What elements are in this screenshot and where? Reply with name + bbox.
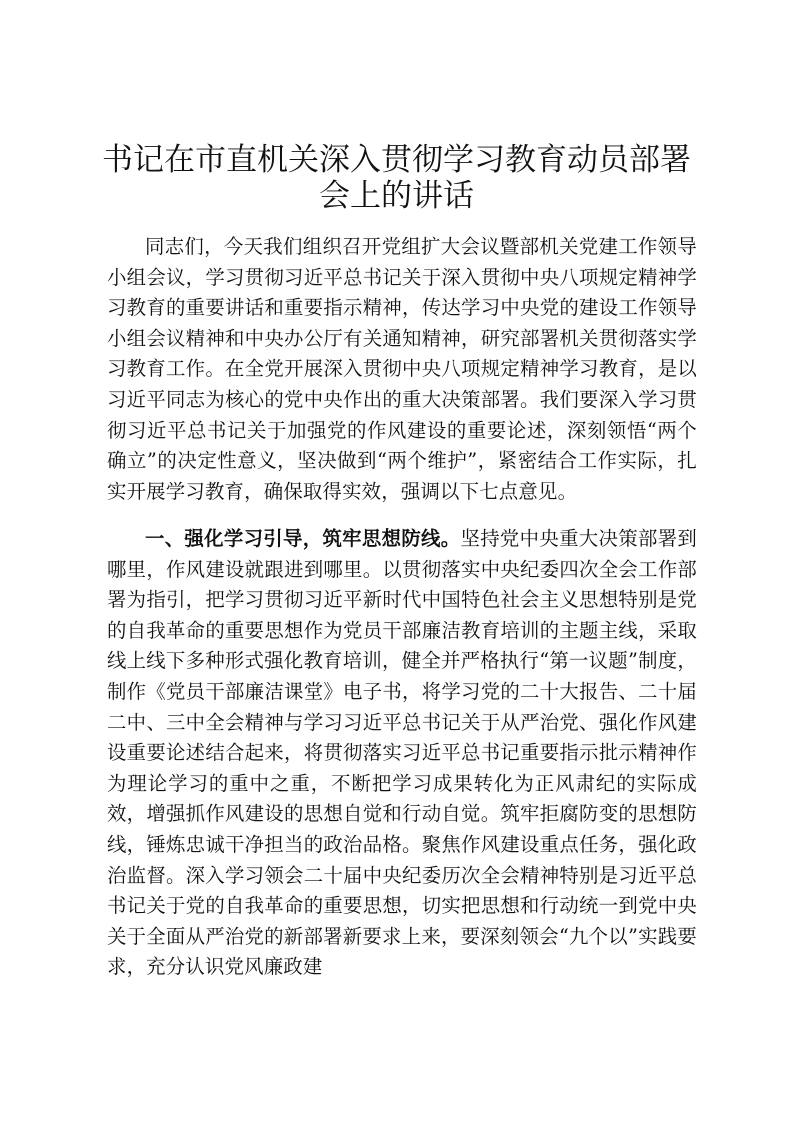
section-one-heading: 一、强化学习引导，筑牢思想防线。: [145, 527, 461, 550]
paragraph-section-one: [107, 524, 697, 983]
section-one-body: 坚持党中央重大决策部署到哪里，作风建设就跟进到哪里。以贯彻落实中央纪委四次全会工作部署为指引，把学习贯彻习近平新时代中国特色社会主义思想特别是党的自我革命的重要思想作为党员干部廉洁教育培训的主题主线，采取线上线下多种形式强化教育培训，健全并严格执行“第一议题”制度，制作《党员干部廉洁课堂》电子书，将学习党的二十大报告、二十届二中、三中全会精神与学习习近平总书记关于从严治党、强化作风建设重要论述结合起来，将贯彻落实习近平总书记重要指示批示精神作为理论学习的重中之重，不断把学习成果转化为正风肃纪的实际成效，增强抓作风建设的思想自觉和行动自觉。筑牢拒腐防变的思想防线，锤炼忠诚干净担当的政治品格。聚焦作风建设重点任务，强化政治监督。深入学习领会二十届中央纪委历次全会精神特别是习近平总书记关于党的自我革命的重要思想，切实把思想和行动统一到党中央关于全面从严治党的新部署新要求上来，要深刻领会“九个以”实践要求，充分认识党风廉政建: [107, 527, 697, 979]
paragraph-intro: 同志们，今天我们组织召开党组扩大会议暨部机关党建工作领导小组会议，学习贯彻习近平总书记关于深入贯彻中央八项规定精神学习教育的重要讲话和重要指示精神，传达学习中央党的建设工作领导小组会议精神和中央办公厅有关通知精神，研究部署机关贯彻落实学习教育工作。在全党开展深入贯彻中央八项规定精神学习教育，是以习近平同志为核心的党中央作出的重大决策部署。我们要深入学习贯彻习近平总书记关于加强党的作风建设的重要论述，深刻领悟“两个确立”的决定性意义，坚决做到“两个维护”，紧密结合工作实际，扎实开展学习教育，确保取得实效，强调以下七点意见。: [107, 235, 697, 503]
document-title: 书记在市直机关深入贯彻学习教育动员部署会上的讲话: [102, 142, 691, 214]
